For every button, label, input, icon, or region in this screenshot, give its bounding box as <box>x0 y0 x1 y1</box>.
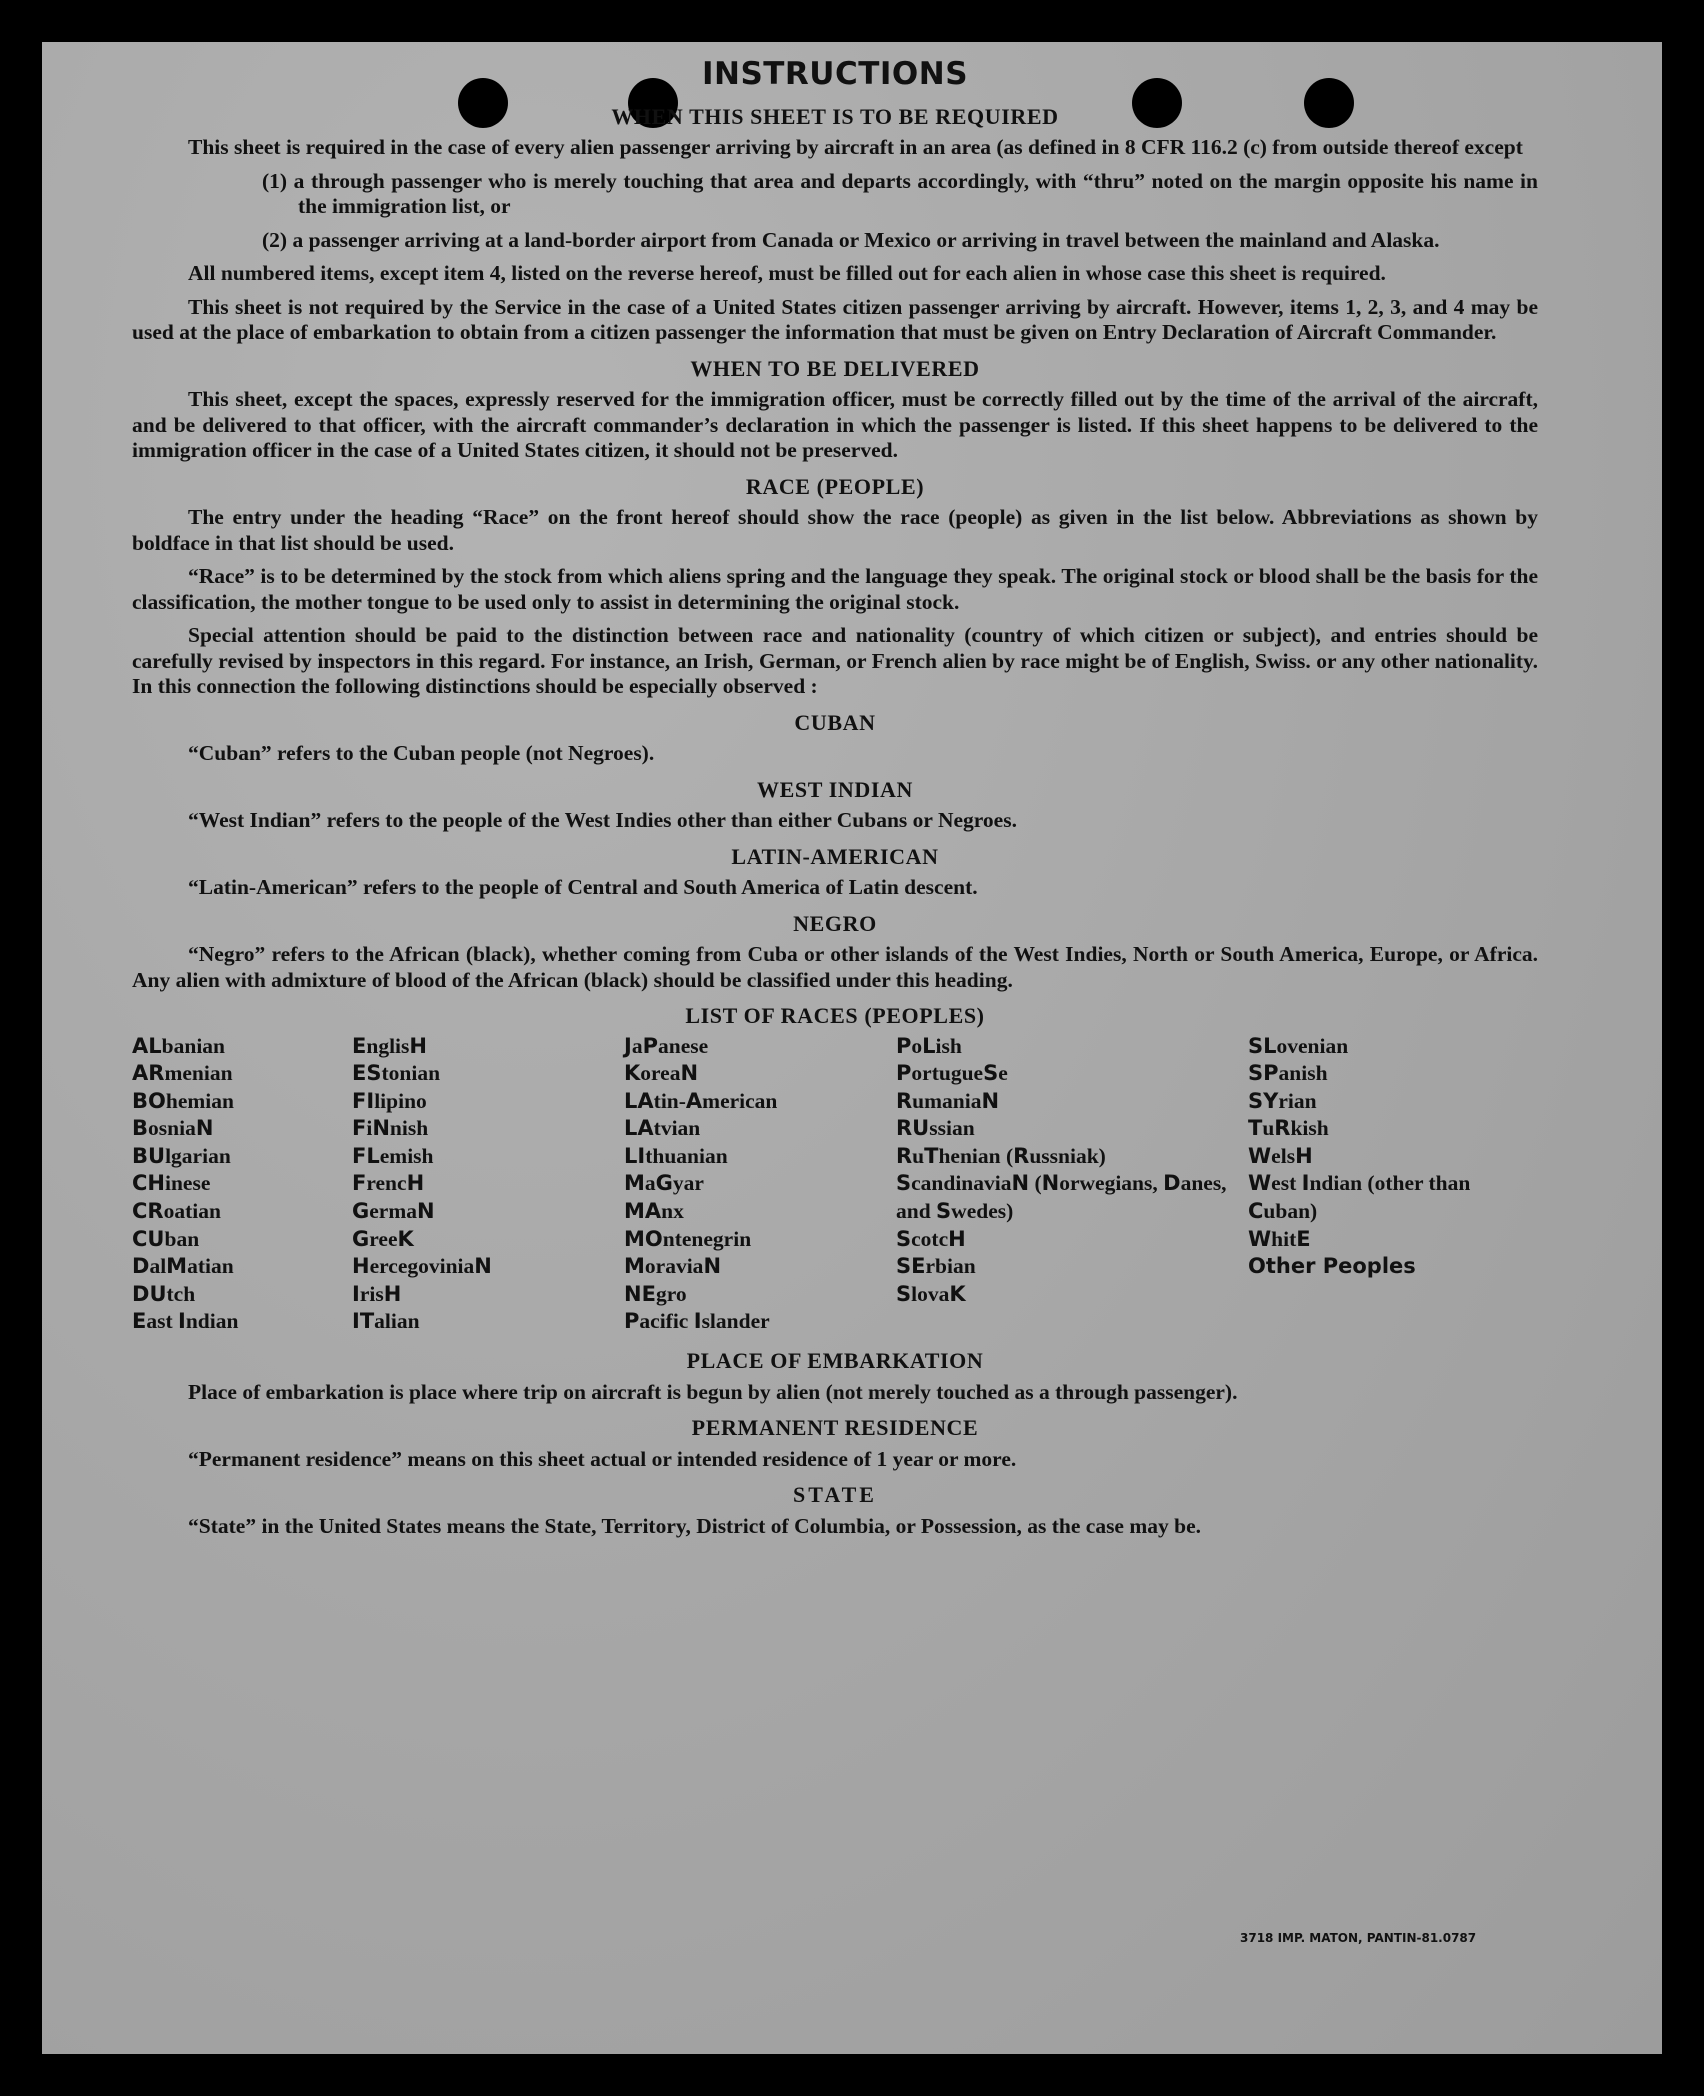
race-entry: GermaN <box>352 1199 435 1224</box>
race-entry: ARmenian <box>132 1061 233 1086</box>
race-entry: WelsH <box>1248 1143 1313 1168</box>
race-entry: PortugueSe <box>896 1061 1008 1086</box>
subsection-heading: NEGRO <box>793 910 877 936</box>
race-entry: HercegoviniaN <box>352 1254 492 1279</box>
definition: “Negro” refers to the African (black), whether coming from Cuba or other islands of the West Indies, North or South America, Europe, or Africa. Any alien with admixture of blood of the African (black) should be classified under this heading. <box>132 942 1538 992</box>
paragraph: This sheet, except the spaces, expressly reserved for the immigration officer, must be correctly filled out by the time of the arrival of the aircraft, and be delivered to that officer, with the aircraft commander’s declaration in which the passenger is listed. If this sheet happens to be delivered to the immigration officer in the case of a United States citizen, it should not be preserved. <box>132 387 1538 462</box>
race-entry: RuThenian (Russniak) <box>896 1143 1106 1168</box>
numbered-item: (1) a through passenger who is merely touching that area and departs accordingly, with “thru” noted on the margin opposite his name in the immigration list, or <box>262 168 1538 218</box>
race-entry: EStonian <box>352 1061 441 1086</box>
race-entry: IrisH <box>352 1281 402 1306</box>
race-entry: FIlipino <box>352 1088 427 1113</box>
race-entry: Other Peoples <box>1248 1254 1416 1279</box>
definition: Place of embarkation is place where trip on aircraft is begun by alien (not merely touched as a through passenger). <box>188 1379 1238 1404</box>
race-entry: MaGyar <box>624 1171 704 1196</box>
race-entry: RUssian <box>896 1116 975 1141</box>
race-entry: BosniaN <box>132 1116 214 1141</box>
races-column <box>624 1033 896 1337</box>
paragraph: The entry under the heading “Race” on the front hereof should show the race (people) as given in the list below. Abbreviations as shown by boldface in that list should be used. <box>132 505 1538 555</box>
race-entry: SYrian <box>1248 1088 1317 1113</box>
race-entry: CHinese <box>132 1171 211 1196</box>
race-entry: MoraviaN <box>624 1254 722 1279</box>
definition: “Cuban” refers to the Cuban people (not Negroes). <box>188 741 655 765</box>
subsection-heading: CUBAN <box>794 709 876 735</box>
races-list <box>132 1033 1538 1337</box>
races-column <box>1248 1033 1536 1337</box>
race-entry: NEgro <box>624 1281 687 1306</box>
race-entry: MOntenegrin <box>624 1226 752 1251</box>
paragraph: “Race” is to be determined by the stock from which aliens spring and the language they speak. The original stock or blood shall be the basis for the classification, the mother tongue to be used only to assist in determining the original stock. <box>132 564 1538 614</box>
races-column <box>896 1033 1248 1337</box>
race-entry: JaPanese <box>624 1033 709 1058</box>
section-heading: PLACE OF EMBARKATION <box>686 1348 984 1374</box>
definition: “West Indian” refers to the people of the West Indies other than either Cubans or Negroes. <box>188 808 1017 832</box>
list-heading: LIST OF RACES (PEOPLES) <box>685 1003 985 1028</box>
race-entry: RumaniaN <box>896 1088 1000 1113</box>
race-entry: SErbian <box>896 1254 976 1279</box>
races-column <box>352 1033 624 1337</box>
printer-imprint: 3718 IMP. MATON, PANTIN-81.0787 <box>1240 1931 1477 1945</box>
race-entry: TuRkish <box>1248 1116 1329 1141</box>
race-entry: FiNnish <box>352 1116 429 1141</box>
race-entry: BUlgarian <box>132 1143 231 1168</box>
race-entry: ScandinaviaN (Norwegians, Danes, and Swedes) <box>896 1171 1227 1224</box>
section-heading: WHEN THIS SHEET IS TO BE REQUIRED <box>611 103 1059 129</box>
race-entry: DUtch <box>132 1281 196 1306</box>
subsection-heading: LATIN-AMERICAN <box>731 843 939 869</box>
race-entry: Pacific Islander <box>624 1309 770 1334</box>
paragraph: This sheet is required in the case of every alien passenger arriving by aircraft in an area (as defined in 8 CFR 116.2 (c) from outside thereof except <box>188 135 1523 159</box>
race-entry: CUban <box>132 1226 200 1251</box>
race-entry: ScotcH <box>896 1226 966 1251</box>
race-entry: East Indian <box>132 1309 239 1334</box>
race-entry: GreeK <box>352 1226 414 1251</box>
race-entry: EnglisH <box>352 1033 427 1058</box>
race-entry: ITalian <box>352 1309 420 1334</box>
section-heading: STATE <box>793 1482 877 1508</box>
race-entry: LIthuanian <box>624 1143 728 1168</box>
section-heading: PERMANENT RESIDENCE <box>691 1415 979 1441</box>
race-entry: WhitE <box>1248 1226 1311 1251</box>
section-heading: WHEN TO BE DELIVERED <box>690 355 980 381</box>
paragraph: Special attention should be paid to the distinction between race and nationality (country of which citizen or subject), and entries should be carefully revised by inspectors in this regard. For instance, an Irish, German, or French alien by race might be of English, Swiss. or any other nationality. In this connection the following distinctions should be especially observed : <box>132 623 1538 698</box>
definition: “Latin-American” refers to the people of Central and South America of Latin descent. <box>188 875 978 899</box>
definition: “Permanent residence” means on this sheet actual or intended residence of 1 year or more. <box>188 1446 1017 1471</box>
section-heading: RACE (PEOPLE) <box>745 473 925 499</box>
race-entry: BOhemian <box>132 1088 234 1113</box>
race-entry: CRoatian <box>132 1199 221 1224</box>
race-entry: PoLish <box>896 1033 962 1058</box>
race-entry: KoreaN <box>624 1061 699 1086</box>
race-entry: ALbanian <box>132 1033 226 1058</box>
race-entry: FLemish <box>352 1143 434 1168</box>
race-entry: SLovenian <box>1248 1033 1349 1058</box>
paragraph: All numbered items, except item 4, listed on the reverse hereof, must be filled out for each alien in whose case this sheet is required. <box>188 261 1386 285</box>
numbered-item: (2) a passenger arriving at a land-border airport from Canada or Mexico or arriving in travel between the mainland and Alaska. <box>262 227 1440 252</box>
race-entry: West Indian (other than Cuban) <box>1248 1171 1471 1224</box>
race-entry: MAnx <box>624 1199 684 1224</box>
definition: “State” in the United States means the State, Territory, District of Columbia, or Possession, as the case may be. <box>188 1513 1202 1538</box>
paragraph: This sheet is not required by the Service in the case of a United States citizen passenger arriving by aircraft. However, items 1, 2, 3, and 4 may be used at the place of embarkation to obtain from a citizen passenger the information that must be given on Entry Declaration of Aircraft Commander. <box>132 294 1538 344</box>
race-entry: LAtvian <box>624 1116 701 1141</box>
document-content <box>132 56 1538 1547</box>
race-entry: LAtin-American <box>624 1088 778 1113</box>
race-entry: DalMatian <box>132 1254 234 1279</box>
page-title: INSTRUCTIONS <box>701 56 969 92</box>
races-column <box>132 1033 352 1337</box>
race-entry: FrencH <box>352 1171 425 1196</box>
race-entry: SPanish <box>1248 1061 1328 1086</box>
race-entry: SlovaK <box>896 1281 966 1306</box>
subsection-heading: WEST INDIAN <box>757 776 913 802</box>
